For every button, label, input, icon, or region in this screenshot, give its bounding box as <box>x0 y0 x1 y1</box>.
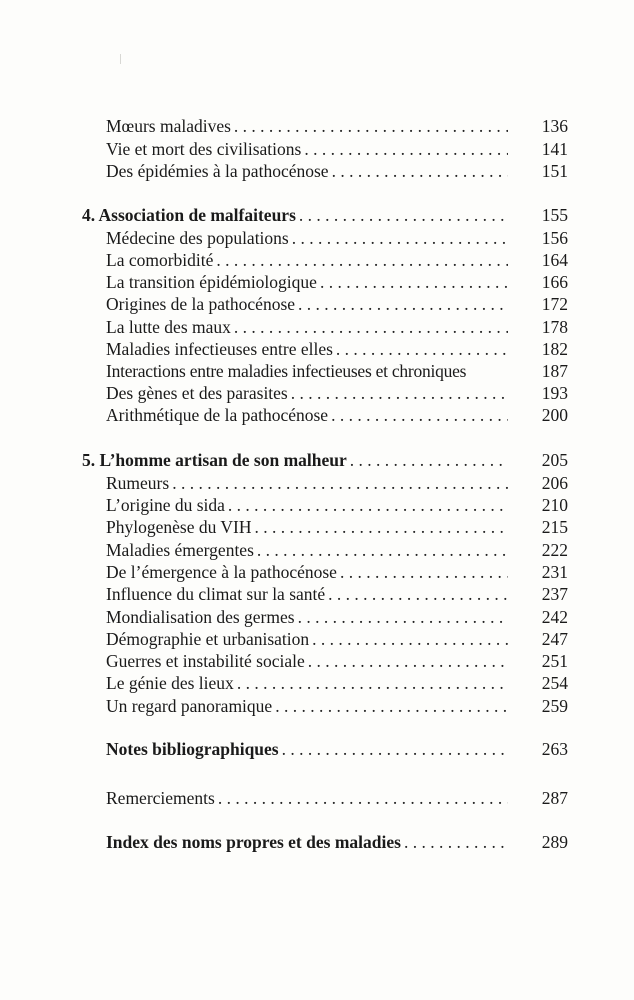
leader-dots <box>254 538 508 562</box>
leader-dots <box>272 694 508 718</box>
toc-entry-page: 237 <box>541 584 568 604</box>
toc-entry-page: 247 <box>541 629 568 649</box>
toc-entry-title: La lutte des maux <box>106 317 231 337</box>
leader-dots <box>347 448 508 472</box>
toc-entry-title: Maladies émergentes <box>106 540 254 560</box>
toc-entry[interactable] <box>106 649 508 673</box>
toc-entry-title: Mœurs maladives <box>106 116 231 136</box>
toc-entry-title: Origines de la pathocénose <box>106 294 296 314</box>
toc-entry-page: 136 <box>541 116 568 136</box>
leader-dots <box>295 292 508 316</box>
toc-entry[interactable] <box>106 515 508 539</box>
toc-entry[interactable] <box>106 292 508 316</box>
toc-entry[interactable] <box>106 159 508 183</box>
leader-dots <box>295 605 508 629</box>
index-page: 289 <box>541 832 568 852</box>
toc-entry-title: De l’émergence à la pathocénose <box>106 562 337 582</box>
toc-entry-title: Des épidémies à la pathocénose <box>106 161 329 181</box>
toc-entry-page: 254 <box>541 673 568 693</box>
toc-entry[interactable] <box>106 381 508 405</box>
toc-entry-title: Guerres et instabilité sociale <box>106 651 305 671</box>
toc-entry-title: Médecine des populations <box>106 228 289 248</box>
toc-entry[interactable] <box>106 694 508 718</box>
toc-entry-title: Rumeurs <box>106 473 170 493</box>
toc-entry-page: 242 <box>541 607 568 627</box>
toc-entry-page: 166 <box>541 272 568 292</box>
toc-entry-title: Le génie des lieux <box>106 673 234 693</box>
toc-notes[interactable] <box>106 737 508 761</box>
toc-entry[interactable] <box>106 493 508 517</box>
toc-entry[interactable] <box>106 359 508 383</box>
leader-dots <box>231 114 508 138</box>
toc-entry-page: 164 <box>541 250 568 270</box>
toc-entry-title: Influence du climat sur la santé <box>106 584 326 604</box>
toc-entry-page: 141 <box>541 139 568 159</box>
toc-entry[interactable] <box>106 560 508 584</box>
toc-chapter-4[interactable] <box>82 203 508 227</box>
leader-dots <box>215 786 508 810</box>
leader-dots <box>231 315 508 339</box>
leader-dots <box>301 137 508 161</box>
toc-index[interactable] <box>106 830 508 854</box>
leader-dots <box>225 493 508 517</box>
toc-entry[interactable] <box>106 605 508 629</box>
toc-entry[interactable] <box>106 137 508 161</box>
toc-entry[interactable] <box>106 671 508 695</box>
toc-entry-title: Vie et mort des civilisations <box>106 139 302 159</box>
chapter-title: 5. L’homme artisan de son malheur <box>82 450 347 470</box>
toc-entry[interactable] <box>106 403 508 427</box>
leader-dots <box>213 248 508 272</box>
notes-page: 263 <box>541 739 568 759</box>
toc-entry[interactable] <box>106 226 508 250</box>
chapter-title: 4. Association de malfaiteurs <box>82 205 296 225</box>
toc-entry-title: Mondialisation des germes <box>106 607 295 627</box>
leader-dots <box>279 737 508 761</box>
remerciements-title: Remerciements <box>106 788 215 808</box>
leader-dots <box>169 471 508 495</box>
toc-entry-page: 156 <box>541 228 568 248</box>
toc-entry-title: L’origine du sida <box>106 495 225 515</box>
chapter-page: 155 <box>541 205 568 225</box>
leader-dots <box>234 671 508 695</box>
toc-entry[interactable] <box>106 538 508 562</box>
leader-dots <box>317 270 508 294</box>
page-mark <box>120 54 121 64</box>
remerciements-page: 287 <box>541 788 568 808</box>
leader-dots <box>329 159 508 183</box>
toc-entry-title: Phylogenèse du VIH <box>106 517 252 537</box>
toc-entry[interactable] <box>106 582 508 606</box>
toc-chapter-5[interactable] <box>82 448 508 472</box>
leader-dots <box>328 403 508 427</box>
toc-entry-title: Arithmétique de la pathocénose <box>106 405 329 425</box>
toc-entry-page: 182 <box>541 339 568 359</box>
toc-entry[interactable] <box>106 248 508 272</box>
toc-entry[interactable] <box>106 114 508 138</box>
toc-entry-title: Démographie et urbanisation <box>106 629 310 649</box>
leader-dots <box>305 649 508 673</box>
toc-entry[interactable] <box>106 627 508 651</box>
toc-entry-page: 222 <box>541 540 568 560</box>
toc-entry-page: 200 <box>541 405 568 425</box>
toc-remerciements[interactable] <box>106 786 508 810</box>
toc-entry-title: Des gènes et des parasites <box>106 383 288 403</box>
toc-entry-title: Maladies infectieuses entre elles <box>106 339 333 359</box>
toc-entry-page: 172 <box>541 294 568 314</box>
index-title: Index des noms propres et des maladies <box>106 832 401 852</box>
leader-dots <box>296 203 508 227</box>
leader-dots <box>325 582 508 606</box>
chapter-page: 205 <box>541 450 568 470</box>
leader-dots <box>337 560 508 584</box>
toc-entry-title: Un regard panoramique <box>106 696 273 716</box>
leader-dots <box>288 381 508 405</box>
toc-entry-page: 251 <box>541 651 568 671</box>
leader-dots <box>401 830 508 854</box>
toc-entry-title: La comorbidité <box>106 250 214 270</box>
leader-dots <box>289 226 508 250</box>
toc-entry-page: 259 <box>541 696 568 716</box>
notes-title: Notes bibliographiques <box>106 739 279 759</box>
toc-entry[interactable] <box>106 270 508 294</box>
toc-entry-title: La transition épidémiologique <box>106 272 317 292</box>
leader-dots <box>309 627 508 651</box>
toc-entry[interactable] <box>106 315 508 339</box>
toc-entry-page: 206 <box>541 473 568 493</box>
toc-entry-page: 178 <box>541 317 568 337</box>
toc-entry-page: 231 <box>541 562 568 582</box>
toc-entry-page: 151 <box>541 161 568 181</box>
toc-entry-page: 193 <box>541 383 568 403</box>
leader-dots <box>333 337 508 361</box>
toc-entry[interactable] <box>106 337 508 361</box>
toc-entry-page: 215 <box>541 517 568 537</box>
toc-entry[interactable] <box>106 471 508 495</box>
toc-entry-title: Interactions entre maladies infectieuses et chroniques <box>106 361 467 381</box>
leader-dots <box>252 515 509 539</box>
toc-entry-page: 187 <box>541 361 568 381</box>
toc-entry-page: 210 <box>541 495 568 515</box>
